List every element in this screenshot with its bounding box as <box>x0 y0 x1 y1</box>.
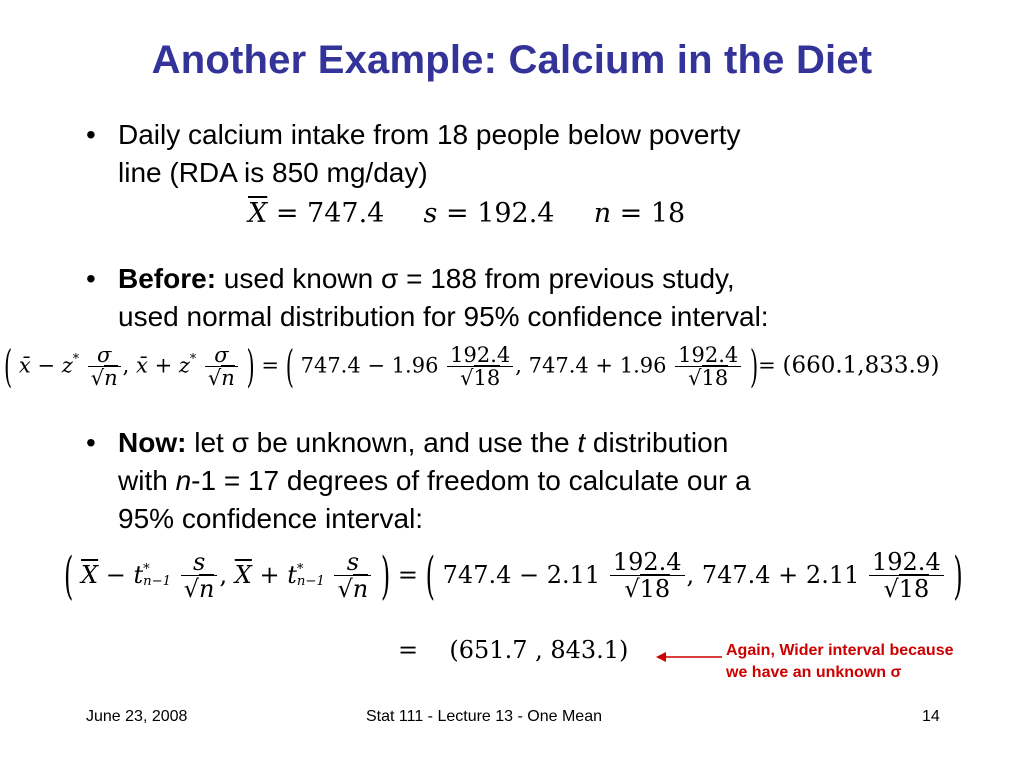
t-term: t <box>133 560 144 589</box>
now-text-b: distribution <box>585 427 729 458</box>
z-star: * <box>189 351 197 367</box>
t-star: * <box>143 562 150 578</box>
t-interval-formula <box>64 546 963 606</box>
annotation-note <box>726 640 953 684</box>
sd-over-root-n: $\frac{192.4}{√18}$ <box>675 344 741 390</box>
n-italic: n <box>175 465 192 496</box>
result-equals: = <box>398 636 419 664</box>
xbar-term: $\overline{X}$ <box>234 560 252 589</box>
minus-sign: − <box>360 353 392 378</box>
mean-value: 747.4 <box>300 353 361 378</box>
z-interval-formula <box>4 341 940 393</box>
minus-sign: − <box>30 353 62 378</box>
result-equals: = <box>758 353 776 378</box>
bullet-text-line2: used normal distribution for 95% confidence interval: <box>118 301 769 332</box>
n-symbol: n <box>593 198 612 229</box>
paren-left: ( <box>425 546 436 606</box>
mean-value: 747.4 <box>701 560 771 589</box>
t-subscript: n−1 <box>296 574 325 590</box>
paren-right: ) <box>380 546 391 606</box>
s-over-root-n: $\frac{s}{√n}$ <box>334 550 371 603</box>
sd-over-root-n: $\frac{192.4}{√18}$ <box>869 550 944 603</box>
xbar-value: = 747.4 <box>275 198 385 229</box>
z-interval-result: (660.1,833.9) <box>782 352 940 379</box>
xbar-term: x̄ <box>18 353 31 378</box>
z-star: * <box>72 351 80 367</box>
paren-left: ( <box>285 341 294 393</box>
xbar-term: x̄ <box>136 353 148 378</box>
equals-sign: = <box>397 560 418 589</box>
now-text-a: let σ be unknown, and use the <box>186 427 578 458</box>
sd-over-root-n: $\frac{192.4}{√18}$ <box>610 550 685 603</box>
t-value: 2.11 <box>546 560 601 589</box>
footer-date: June 23, 2008 <box>86 708 188 725</box>
paren-right: ) <box>953 546 963 606</box>
sd-over-root-n: $\frac{192.4}{√18}$ <box>447 344 513 390</box>
comma: , <box>219 560 228 589</box>
sigma-over-root-n: $\frac{\sigma}{√n}$ <box>205 344 238 390</box>
before-label: Before: <box>118 263 217 294</box>
bullet-text-line2: line (RDA is 850 mg/day) <box>118 157 428 188</box>
z-value: 1.96 <box>391 353 439 378</box>
equals-sign: = <box>261 353 280 378</box>
bullet-marker: • <box>86 119 96 150</box>
t-term: t <box>287 560 297 589</box>
plus-sign: + <box>251 560 288 589</box>
bullet-text-line3: 95% confidence interval: <box>118 503 424 534</box>
bullet-text-line1: Daily calcium intake from 18 people below poverty <box>118 119 741 150</box>
summary-statistics <box>248 198 685 229</box>
bullet-marker: • <box>86 427 96 458</box>
minus-sign: − <box>511 560 547 589</box>
slide-title: Another Example: Calcium in the Diet <box>151 38 873 82</box>
comma: , <box>515 353 522 378</box>
footer-page-number: 14 <box>922 708 940 725</box>
now-label: Now: <box>118 427 187 458</box>
annotation-line2: we have an unknown σ <box>726 664 902 681</box>
bullet-text-line1 <box>118 424 728 462</box>
z-value: 1.96 <box>619 353 667 378</box>
z-term: z <box>178 353 190 378</box>
n-value: = 18 <box>619 198 686 229</box>
t-subscript: n−1 <box>143 574 172 590</box>
z-term: z <box>61 353 73 378</box>
comma: , <box>122 353 130 378</box>
paren-right: ) <box>246 341 255 393</box>
plus-sign: + <box>588 353 620 378</box>
bullet-text-line2: with n-1 = 17 degrees of freedom to calculate our a <box>118 465 751 496</box>
annotation-line1: Again, Wider interval because <box>726 642 954 659</box>
t-interval-result <box>398 636 628 664</box>
before-text: used known σ = 188 from previous study, <box>216 263 735 294</box>
s-value: = 192.4 <box>445 198 555 229</box>
xbar-term: $\overline{X}$ <box>81 560 99 589</box>
s-over-root-n: $\frac{s}{√n}$ <box>181 550 218 603</box>
mean-value: 747.4 <box>528 353 589 378</box>
t-value: 2.11 <box>805 560 860 589</box>
paren-right: ) <box>749 341 759 393</box>
plus-sign: + <box>147 353 179 378</box>
footer-course: Stat 111 - Lecture 13 - One Mean <box>366 708 602 725</box>
bullet-text-line1 <box>118 260 735 298</box>
red-arrow-icon <box>654 648 724 666</box>
bullet-marker: • <box>86 263 96 294</box>
t-italic: t <box>577 427 586 458</box>
minus-sign: − <box>98 560 134 589</box>
xbar-symbol: $\overline{X}$ <box>248 198 268 229</box>
paren-left: ( <box>64 546 74 606</box>
mean-value: 747.4 <box>442 560 512 589</box>
comma: , <box>686 560 695 589</box>
t-star: * <box>296 562 304 578</box>
paren-left: ( <box>4 341 13 393</box>
s-symbol: s <box>423 198 438 229</box>
t-interval-value: (651.7 , 843.1) <box>449 636 629 664</box>
sigma-over-root-n: $\frac{\sigma}{√n}$ <box>88 344 121 390</box>
plus-sign: + <box>770 560 806 589</box>
